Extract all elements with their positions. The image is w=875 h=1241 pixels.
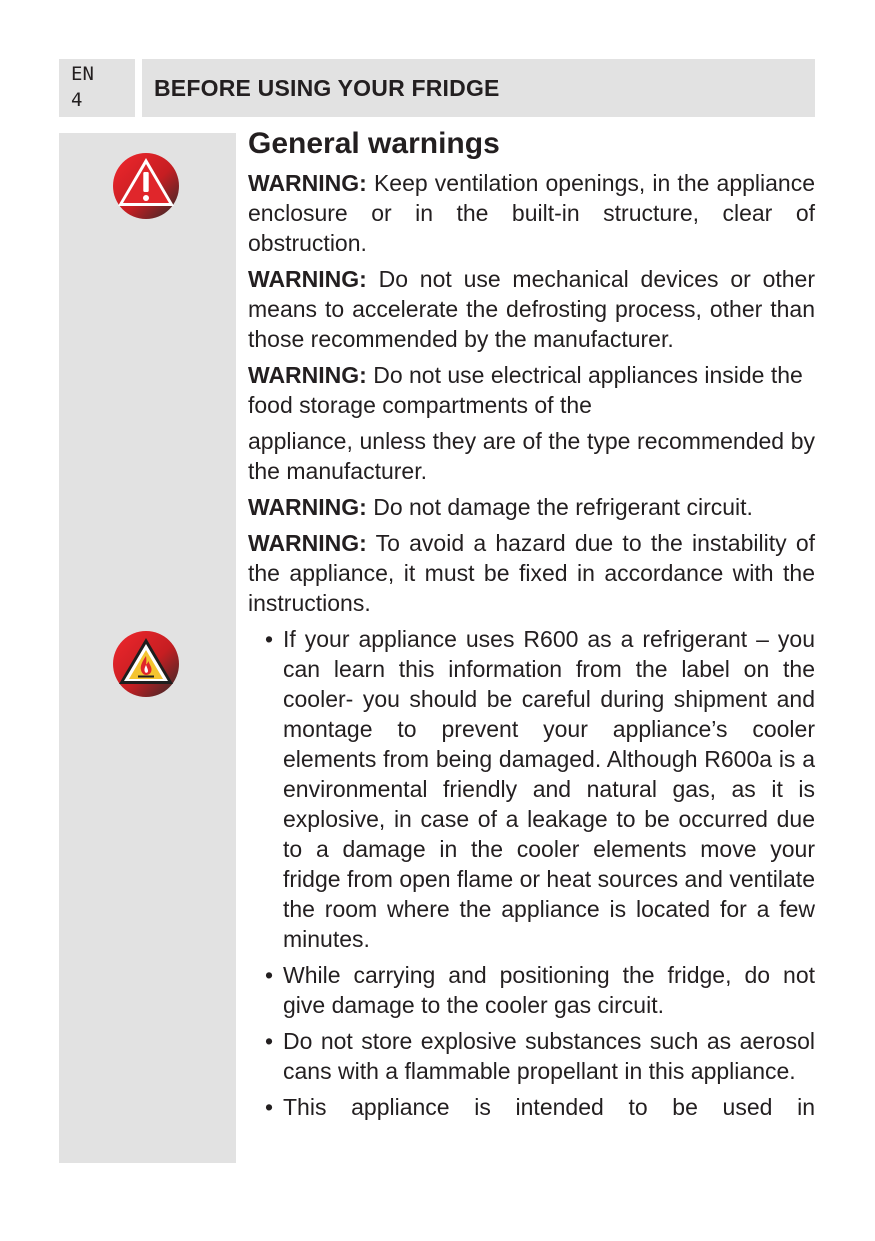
warning-text: Do not use mechanical devices or other means to accelerate the defrosting process, other than those recommended by the manufacturer. bbox=[248, 266, 815, 352]
page-label bbox=[59, 59, 135, 117]
warning-text: Keep ventilation openings, in the appliance enclosure or in the built-in structure, clear of obstruction. bbox=[248, 170, 815, 256]
warning-paragraph bbox=[248, 168, 815, 258]
bullet-list bbox=[248, 624, 815, 1122]
warning-label: WARNING: bbox=[248, 530, 367, 556]
warning-text: appliance, unless they are of the type recommended by the manufacturer. bbox=[248, 428, 815, 484]
list-item bbox=[248, 1092, 815, 1122]
warning-exclamation-icon bbox=[112, 152, 180, 220]
page-number: 4 bbox=[71, 89, 83, 111]
warning-paragraph bbox=[248, 528, 815, 618]
list-item bbox=[248, 624, 815, 954]
warning-text: Do not use electrical appliances inside the food storage compartments of the bbox=[248, 362, 803, 418]
bullet-marker: • bbox=[265, 1028, 274, 1054]
list-item bbox=[248, 1026, 815, 1086]
language-code: EN bbox=[71, 63, 94, 85]
list-item-text: Do not store explosive substances such as aerosol cans with a flammable propellant in this appliance. bbox=[283, 1028, 815, 1084]
warning-label: WARNING: bbox=[248, 170, 367, 196]
warning-text: To avoid a hazard due to the instability of the appliance, it must be fixed in accordance with the instructions. bbox=[248, 530, 815, 616]
warning-paragraph bbox=[248, 360, 815, 420]
warning-paragraph bbox=[248, 264, 815, 354]
list-item-text: If your appliance uses R600 as a refrigerant – you can learn this information from the label on the cooler- you should be careful during shipment and montage to prevent your appliance’s cooler elements from being damaged. Although R600a is a environmental friendly and natural gas, as it is explosive, in case of a leakage to be occurred due to a damage in the cooler elements move your fridge from open flame or heat sources and ventilate the room where the appliance is located for a few minutes. bbox=[283, 626, 815, 952]
warning-continuation bbox=[248, 426, 815, 486]
section-header bbox=[142, 59, 815, 117]
list-item bbox=[248, 960, 815, 1020]
bullet-marker: • bbox=[265, 1094, 274, 1120]
section-heading: General warnings bbox=[248, 127, 500, 160]
warning-label: WARNING: bbox=[248, 494, 367, 520]
list-item-text: While carrying and positioning the fridge, do not give damage to the cooler gas circuit. bbox=[283, 962, 815, 1018]
warning-paragraph bbox=[248, 492, 815, 522]
warning-label: WARNING: bbox=[248, 266, 367, 292]
list-item-text: This appliance is intended to be used in bbox=[283, 1094, 815, 1120]
warning-text: Do not damage the refrigerant circuit. bbox=[366, 494, 753, 520]
warning-label: WARNING: bbox=[248, 362, 367, 388]
general-warnings-section bbox=[248, 123, 815, 1128]
flammable-fire-icon bbox=[112, 630, 180, 698]
bullet-marker: • bbox=[265, 626, 274, 652]
bullet-marker: • bbox=[265, 962, 274, 988]
section-title: BEFORE USING YOUR FRIDGE bbox=[154, 74, 500, 101]
